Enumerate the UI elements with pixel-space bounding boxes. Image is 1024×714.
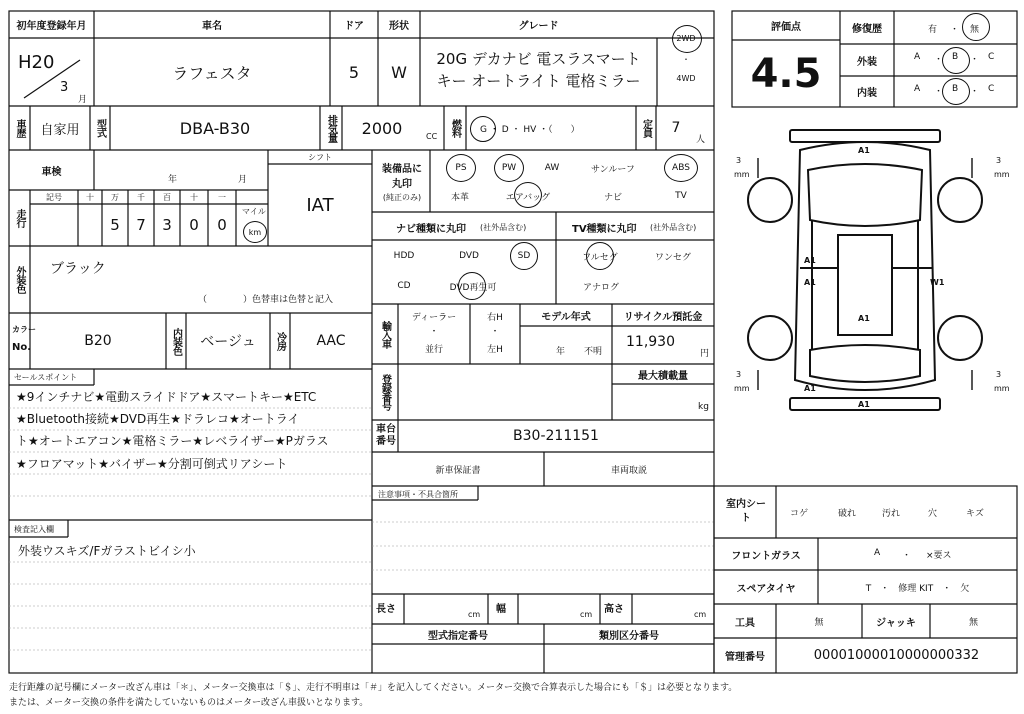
model-value: DBA-B30: [179, 118, 251, 138]
inspector-label: 検査記入欄: [14, 525, 54, 534]
model-year-label: モデル年式: [541, 311, 591, 323]
ext-c: C: [988, 52, 995, 62]
side-measure: 3: [736, 156, 742, 165]
shaken-label: 車検: [41, 166, 62, 178]
shape-label: 形状: [389, 21, 409, 32]
width-label: 幅: [496, 604, 506, 615]
ext-b: B: [952, 52, 959, 62]
shift-value: IAT: [306, 194, 334, 216]
damage-mark: A1: [804, 384, 816, 393]
type-no-label: 型式指定番号: [428, 630, 488, 642]
spare-label: スペアタイヤ: [736, 583, 796, 595]
shaken-year: 年: [168, 175, 178, 185]
model-year-unknown: 不明: [584, 347, 603, 357]
sales-point-line: ★9インチナビ★電動スライドドア★スマートキー★ETC: [16, 390, 317, 404]
shape-value: W: [391, 62, 407, 82]
seat-option: キズ: [966, 509, 984, 519]
drive-2wd: 2WD: [676, 33, 696, 43]
ac-value: AAC: [316, 333, 346, 349]
odometer-digit: 7: [136, 216, 146, 234]
grade-line2: キー オートライト 電格ミラー: [436, 71, 641, 90]
fuel-options: G ・ D ・ HV ・（ ）: [480, 125, 580, 135]
seat-option: 汚れ: [882, 509, 901, 519]
int-dot2: ・: [970, 87, 980, 97]
recycle-value: 11,930: [626, 334, 675, 350]
shaken-month: 月: [238, 175, 248, 185]
odometer-digit: 0: [189, 216, 199, 234]
exterior-note: （ ）色替車は色替と記入: [198, 295, 334, 305]
equip-option: 本革: [450, 192, 469, 203]
import-right: 右H: [487, 312, 503, 323]
navi-option: SD: [517, 251, 531, 261]
sales-point-line: ト★オートエアコン★電格ミラー★レベライザー★Pガラス: [16, 434, 329, 448]
capacity: 7: [671, 120, 681, 136]
digit-header: 千: [137, 192, 145, 202]
sd-circle: [510, 242, 538, 270]
chassis-label: 車台番号: [376, 424, 396, 447]
navi-option: DVD: [459, 251, 479, 261]
odometer-digit: 0: [217, 216, 227, 234]
digit-header: 記号: [46, 192, 62, 202]
glass-x: ×要ス: [926, 551, 952, 561]
shift-label: シフト: [308, 152, 332, 162]
ps-circle: [446, 154, 476, 182]
exterior-label: 外装色: [14, 266, 25, 293]
side-measure-unit: mm: [994, 170, 1010, 179]
km-circle: [243, 221, 267, 243]
int-a: A: [914, 84, 921, 94]
import-left: 左H: [487, 344, 503, 355]
int-c: C: [988, 84, 995, 94]
seat-option: 穴: [928, 509, 938, 519]
ac-label: 冷房: [274, 332, 286, 350]
first-reg-era: H20: [18, 52, 55, 73]
cap-unit: 人: [696, 135, 706, 145]
import-dealer: ディーラー: [411, 312, 457, 323]
int-label: 内装: [857, 88, 877, 99]
tv-type-label: TV種類に丸印: [572, 224, 637, 235]
tv-option: フルセグ: [582, 252, 618, 263]
new-car-warranty: 新車保証書: [435, 465, 481, 476]
interior-color-label: 内装色: [170, 327, 182, 355]
side-measure: 3: [736, 370, 742, 379]
grade-line1: 20G デカナビ 電スラスマート: [436, 49, 641, 68]
door-value: 5: [348, 62, 360, 82]
side-measure: 3: [996, 370, 1002, 379]
fuel-g-circle: [470, 116, 496, 142]
side-measure-unit: mm: [734, 170, 750, 179]
damage-mark: A1: [804, 256, 816, 265]
jack-value: 無: [968, 617, 978, 628]
seat-label: 室内シート: [726, 499, 766, 524]
car-manual: 車両取説: [610, 465, 647, 476]
cc-unit: CC: [426, 132, 438, 141]
seat-option: 破れ: [838, 509, 857, 519]
grade-label: グレード: [518, 21, 559, 32]
max-load-unit: kg: [698, 402, 709, 412]
tool-label: 工具: [735, 617, 755, 629]
navi-type-label: ナビ種類に丸印: [396, 224, 466, 235]
int-b: B: [952, 84, 959, 94]
import-dot: ・: [429, 326, 439, 337]
sales-point-line: ★フロアマット★バイザー★分割可倒式リアシート: [16, 457, 288, 471]
import-parallel: 並行: [424, 344, 443, 355]
equip-option: PS: [455, 163, 467, 173]
odometer-digit: [78, 204, 102, 246]
repair-dot: ・: [950, 25, 960, 35]
side-measure-unit: mm: [734, 384, 750, 393]
ext-dot1: ・: [934, 55, 944, 65]
model-label: 型式: [94, 119, 106, 137]
color-no-value: B20: [84, 333, 112, 349]
color-no-label-bot: No.: [12, 342, 32, 353]
score-value: 4.5: [750, 50, 822, 97]
equip-option: ナビ: [603, 192, 622, 203]
km-unit: km: [248, 227, 262, 237]
recycle-yen: 円: [700, 349, 710, 359]
navi-option: HDD: [393, 251, 415, 261]
tv-type-sub: (社外品含む): [650, 223, 697, 232]
digit-header: 十: [190, 192, 198, 202]
side-measure-unit: mm: [994, 384, 1010, 393]
first-reg-month: 3: [60, 80, 69, 95]
car-name-label: 車名: [202, 21, 222, 32]
car-name: ラフェスタ: [172, 63, 252, 83]
odometer-digit: 3: [162, 216, 172, 234]
repair-yes: 有: [928, 25, 938, 35]
disp-label: 排気量: [325, 114, 337, 142]
mileage-label: 走行: [14, 209, 25, 227]
tv-option: アナログ: [582, 282, 619, 293]
repair-label: 修復歴: [852, 24, 882, 35]
equip-sub: (純正のみ): [382, 193, 422, 202]
import-dot2: ・: [490, 326, 500, 337]
score-label: 評価点: [771, 22, 801, 33]
digit-header: 百: [163, 192, 171, 202]
equip-option: AW: [544, 163, 560, 173]
length-label: 長さ: [376, 604, 396, 615]
spare-options: T ・ 修理 KIT ・ 欠: [865, 583, 970, 594]
digit-header: 万: [111, 192, 119, 202]
class-no-label: 類別区分番号: [599, 630, 659, 642]
length-unit: cm: [468, 610, 481, 619]
damage-mark: A1: [804, 278, 816, 287]
equip-option: ABS: [672, 163, 690, 173]
mile-unit: マイル: [242, 207, 266, 216]
seat-option: コゲ: [790, 509, 809, 519]
tv-option: ワンセグ: [654, 252, 691, 263]
equip-option: PW: [501, 163, 517, 173]
door-label: ドア: [344, 21, 364, 32]
height-label: 高さ: [604, 604, 624, 615]
first-reg-label: 初年度登録年月: [16, 21, 87, 32]
equip-option: TV: [675, 191, 687, 201]
recycle-label: リサイクル預託金: [623, 311, 703, 323]
fuel-label: 燃料: [449, 119, 461, 137]
car-diagram: [748, 130, 982, 410]
ext-b-circle: [942, 47, 970, 74]
repair-no: 無: [970, 25, 980, 35]
odometer-digit: [30, 204, 78, 246]
int-b-circle: [942, 78, 970, 105]
max-load-label: 最大積載量: [638, 370, 688, 382]
int-dot1: ・: [934, 87, 944, 97]
mgmt-number: 00001000010000000332: [813, 648, 980, 663]
inspector-text: 外装ウスキズ/Fガラストビイシ小: [18, 544, 196, 558]
height-unit: cm: [694, 610, 707, 619]
mgmt-label: 管理番号: [725, 652, 765, 663]
equip-option: エアバッグ: [505, 192, 551, 203]
width-unit: cm: [580, 610, 593, 619]
use-value: 自家用: [40, 122, 80, 138]
month-unit: 月: [78, 95, 88, 105]
side-measure: 3: [996, 156, 1002, 165]
drive-sep: ・: [682, 54, 690, 64]
damage-mark: W1: [930, 278, 945, 287]
damage-mark: A1: [858, 146, 870, 155]
glass-a: A: [874, 548, 881, 558]
registration-label: 登録番号: [379, 374, 391, 410]
navi-option: DVD再生可: [449, 282, 497, 293]
drive-4wd: 4WD: [676, 73, 696, 83]
footer-line2: または、メーター交換の条件を満たしていないものはメーター改ざん車扱いとなります。: [9, 698, 369, 708]
pw-circle: [494, 154, 524, 182]
glass-label: フロントガラス: [731, 550, 801, 562]
footer-line1: 走行距離の記号欄にメーター改ざん車は「＊」、メーター交換車は「＄」、走行不明車は「＃」を記入してください。メーター交換で合算表示した場合にも「＄」は必要となります。: [9, 683, 738, 693]
equip-option: サンルーフ: [591, 164, 635, 175]
use-label: 車歴: [14, 119, 25, 137]
abs-circle: [664, 154, 698, 182]
disp-value: 2000: [361, 118, 403, 138]
ext-dot2: ・: [970, 55, 980, 65]
chassis-value: B30-211151: [513, 428, 599, 444]
airbag-circle: [514, 182, 542, 208]
digit-header: 一: [218, 192, 226, 202]
odometer-digit: 5: [110, 216, 120, 234]
navi-option: CD: [397, 281, 411, 291]
sales-point-line: ★Bluetooth接続★DVD再生★ドラレコ★オートライ: [16, 412, 300, 426]
jack-label: ジャッキ: [876, 617, 916, 629]
interior-color: ベージュ: [200, 334, 256, 350]
repair-no-circle: [962, 13, 990, 41]
color-no-label-top: カラー: [12, 325, 36, 334]
ext-a: A: [914, 52, 921, 62]
notes-label: 注意事項・不具合箇所: [378, 490, 458, 499]
cap-label: 定員: [640, 119, 652, 137]
drive-2wd-circle: [672, 25, 702, 53]
dvd-play-circle: [458, 272, 486, 300]
ext-label: 外装: [857, 56, 877, 68]
fullseg-circle: [586, 242, 614, 270]
equip-label: 装備品に丸印: [382, 164, 422, 190]
damage-mark: A1: [858, 400, 870, 409]
navi-type-sub: (社外品含む): [480, 223, 527, 232]
exterior-color: ブラック: [50, 261, 106, 277]
model-year-year: 年: [556, 347, 566, 357]
sales-label: セールスポイント: [14, 373, 78, 382]
tool-value: 無: [814, 617, 824, 628]
digit-header: 十: [86, 192, 94, 202]
damage-mark: A1: [858, 314, 870, 323]
glass-dot: ・: [902, 551, 912, 561]
import-label: 輸入車: [379, 320, 391, 348]
